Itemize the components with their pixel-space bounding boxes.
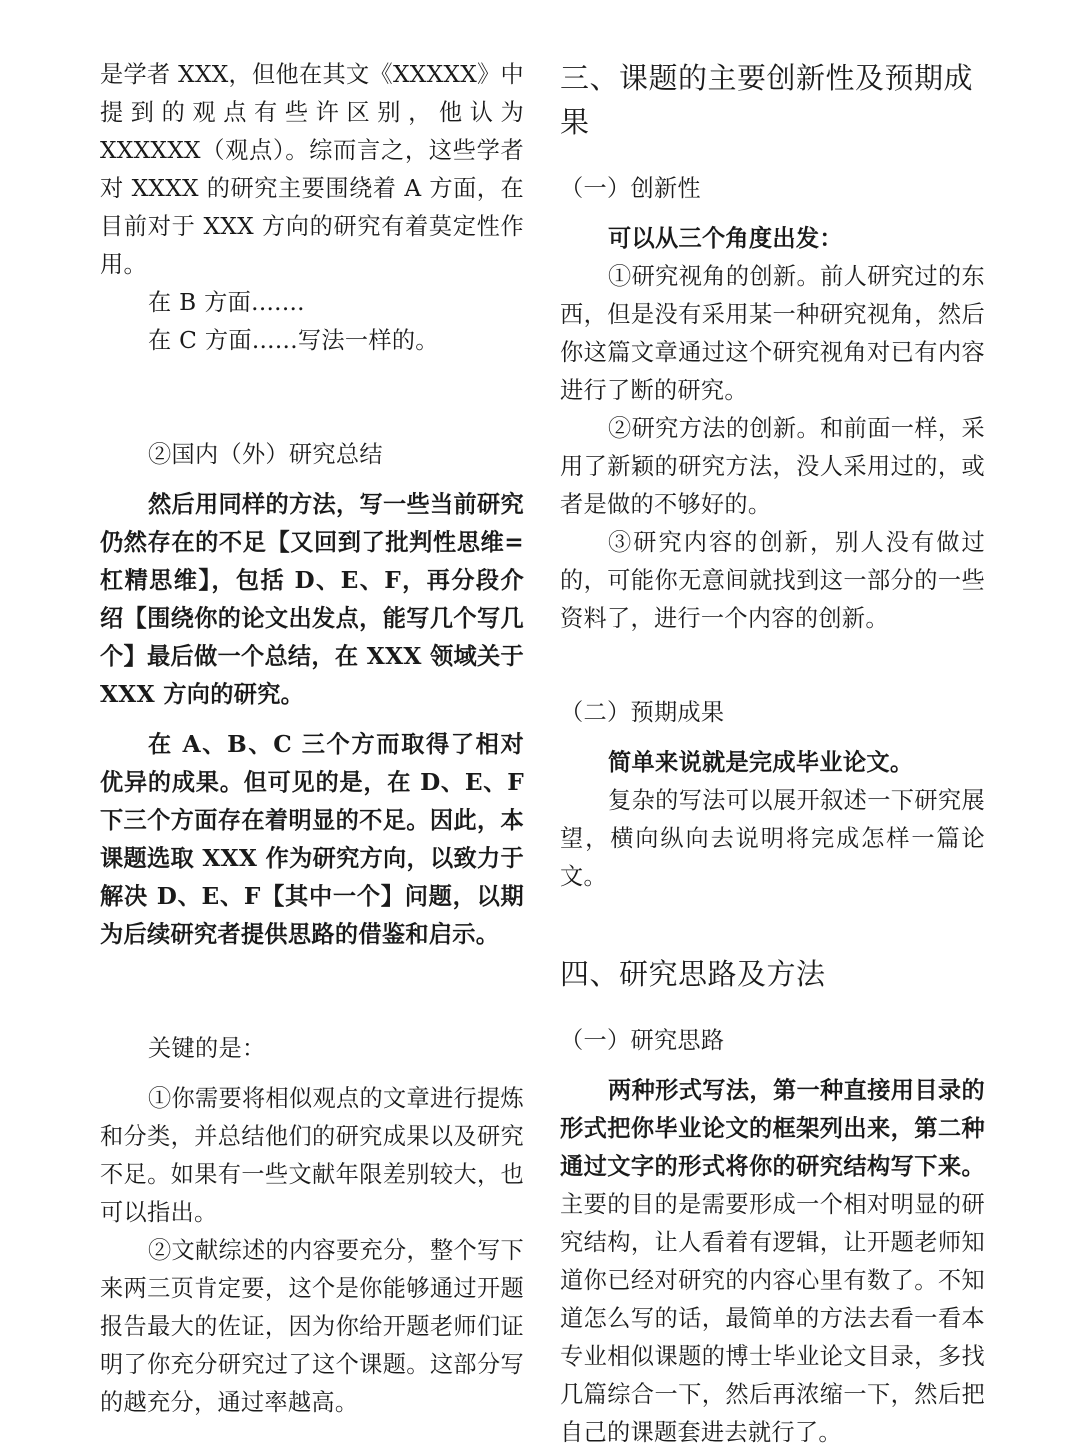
aspect-b-paragraph: 在 B 方面....... [148, 289, 305, 316]
innovation-lead: 可以从三个角度出发： [608, 225, 843, 252]
aspect-c-paragraph: 在 C 方面......写法一样的。 [148, 327, 439, 354]
left-column [100, 56, 524, 1422]
summary-paragraph-2: 在 A、B、C 三个方而取得了相对优异的成果。但可见的是，在 D、E、F 下三个方面存在着明显的不足。因此，本课题选取 XXX 作为研究方向，以致力于解决 D、E、F【其中一个】问题，以期为后续研究者提供思路的借鉴和启示。 [100, 731, 524, 948]
section-3-heading: 三、课题的主要创新性及预期成果 [560, 61, 974, 139]
innovation-subheading: （一）创新性 [560, 175, 701, 202]
key-points-title: 关键的是： [148, 1035, 266, 1062]
innovation-point-1: ①研究视角的创新。前人研究过的东西，但是没有采用某一种研究视角，然后你这篇文章通过这个研究视角对已有内容进行了断的研究。 [560, 263, 985, 404]
expected-results-body: 复杂的写法可以展开叙述一下研究展望，横向纵向去说明将完成怎样一篇论文。 [560, 787, 985, 890]
expected-results-subheading: （二）预期成果 [560, 699, 725, 726]
expected-results-lead: 简单来说就是完成毕业论文。 [608, 749, 914, 776]
intro-paragraph: 是学者 XXX，但他在其文《XXXXX》中提到的观点有些许区别，他认为 XXXXXX（观点）。综而言之，这些学者对 XXXX 的研究主要围绕着 A 方面，在目前对于 XXX 方向的研究有着莫定性作用。 [100, 61, 524, 278]
summary-paragraph-1: 然后用同样的方法，写一些当前研究仍然存在的不足【又回到了批判性思维=杠精思维】，包括 D、E、F，再分段介绍【围绕你的论文出发点，能写几个写几个】最后做一个总结，在 XXX 领域关于 XXX 方向的研究。 [100, 491, 524, 708]
research-idea-subheading: （一）研究思路 [560, 1027, 725, 1054]
innovation-point-2: ②研究方法的创新。和前面一样，采用了新颖的研究方法，没人采用过的，或者是做的不够好的。 [560, 415, 985, 518]
research-summary-subheading: ②国内（外）研究总结 [148, 441, 383, 468]
research-idea-paragraph [560, 1072, 985, 1452]
innovation-point-3: ③研究内容的创新，别人没有做过的，可能你无意间就找到这一部分的一些资料了，进行一个内容的创新。 [560, 529, 985, 632]
key-point-2: ②文献综述的内容要充分，整个写下来两三页肯定要，这个是你能够通过开题报告最大的佐证，因为你给开题老师们证明了你充分研究过了这个课题。这部分写的越充分，通过率越高。 [100, 1237, 524, 1416]
section-4-heading: 四、研究思路及方法 [560, 957, 826, 991]
research-idea-bold-text: 两种形式写法，第一种直接用目录的形式把你毕业论文的框架列出来，第二种通过文字的形式将你的研究结构写下来。 [560, 1077, 985, 1180]
key-point-1: ①你需要将相似观点的文章进行提炼和分类，并总结他们的研究成果以及研究不足。如果有一些文献年限差别较大，也可以指出。 [100, 1085, 524, 1226]
right-column [560, 56, 985, 1452]
research-idea-body-text: 主要的目的是需要形成一个相对明显的研究结构，让人看着有逻辑，让开题老师知道你已经对研究的内容心里有数了。不知道怎么写的话，最简单的方法去看一看本专业相似课题的博士毕业论文目录，多找几篇综合一下，然后再浓缩一下，然后把自己的课题套进去就行了。 [560, 1191, 985, 1446]
